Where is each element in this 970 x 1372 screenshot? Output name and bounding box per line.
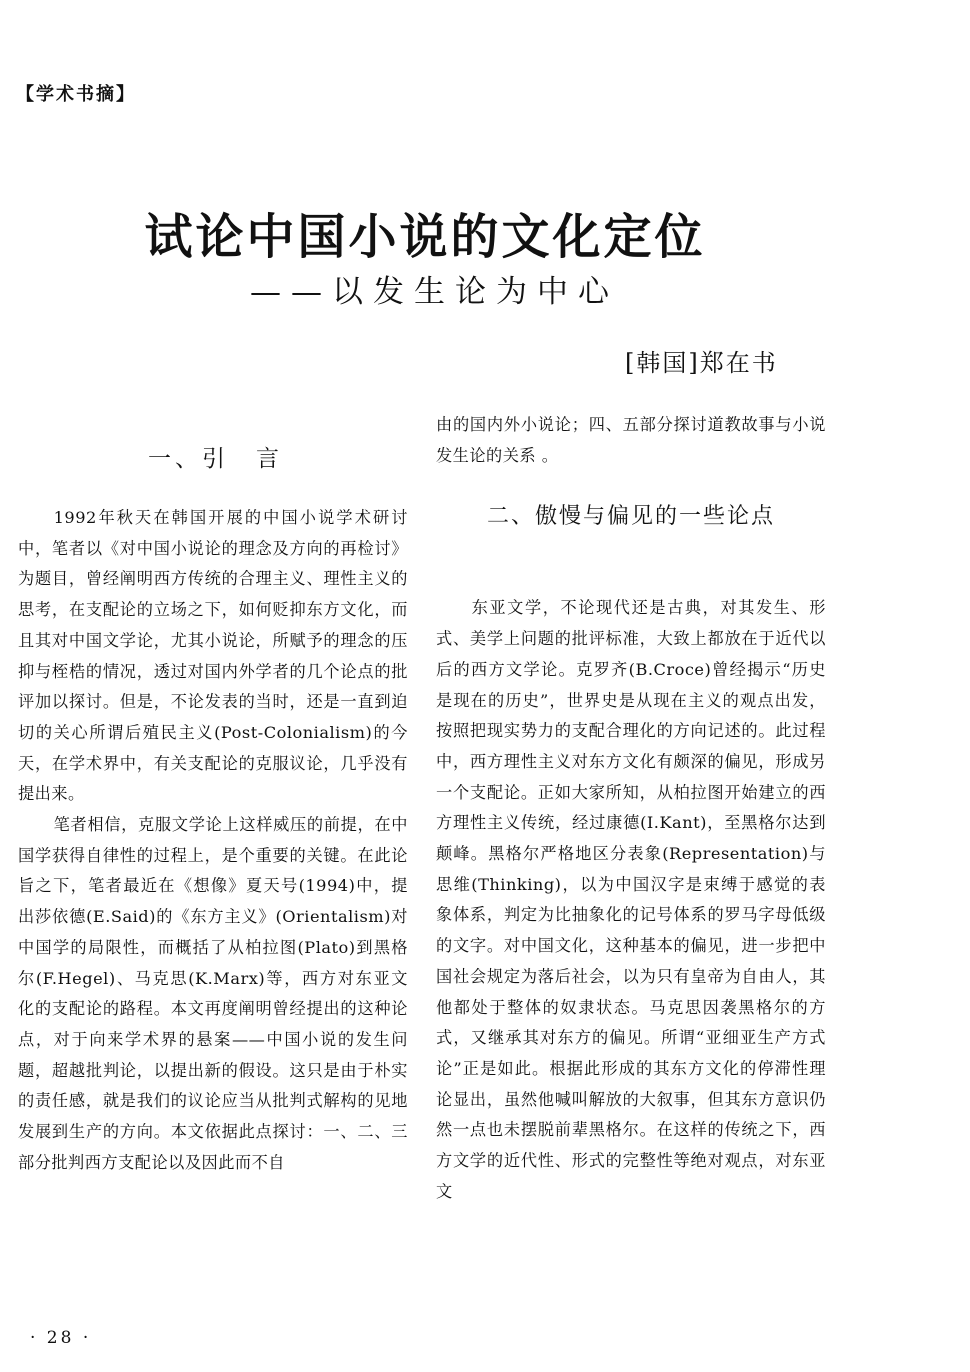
- left-column: [18, 503, 408, 1178]
- paragraph: 东亚文学，不论现代还是古典，对其发生、形式、美学上问题的批评标准，大致上都放在于近代以后的西方文学论。克罗齐(B.Croce)曾经揭示“历史是现在的历史”，世界史是从现在主义的观点出发，按照把现实势力的支配合理化的方向记述的。此过程中，西方理性主义对东方文化有颇深的偏见，形成另一个支配论。正如大家所知，从柏拉图开始建立的西方理性主义传统，经过康德(I.Kant)，至黑格尔达到颠峰。黑格尔严格地区分表象(Representation)与思维(Thinking)，以为中国汉字是束缚于感觉的表象体系，判定为比抽象化的记号体系的罗马字母低级的文字。对中国文化，这种基本的偏见，进一步把中国社会规定为落后社会，以为只有皇帝为自由人，其他都处于整体的奴隶状态。马克思因袭黑格尔的方式，又继承其对东方的偏见。所谓“亚细亚生产方式论”正是如此。根据此形成的其东方文化的停滞性理论显出，虽然他喊叫解放的大叙事，但其东方意识仍然一点也未摆脱前辈黑格尔。在这样的传统之下，西方文学的近代性、形式的完整性等绝对观点，对东亚文: [436, 598, 826, 1201]
- section-heading-arrogance: 二、傲慢与偏见的一些论点: [486, 504, 775, 529]
- article-title: 试论中国小说的文化定位: [144, 209, 706, 265]
- section-heading-intro: 一、引 言: [148, 446, 283, 472]
- paragraph-continuation: 由的国内外小说论；四、五部分探讨道教故事与小说发生论的关系 。: [436, 415, 826, 465]
- article-subtitle: ——以发生论为中心: [250, 274, 619, 310]
- paragraph: 1992年秋天在韩国开展的中国小说学术研讨中，笔者以《对中国小说论的理念及方向的再检讨》为题目，曾经阐明西方传统的合理主义、理性主义的思考，在支配论的立场之下，如何贬抑东方文化，而且其对中国文学论，尤其小说论，所赋予的理念的压抑与桎梏的情况，透过对国内外学者的几个论点的批评加以探讨。但是，不论发表的当时，还是一直到迫切的关心所谓后殖民主义(Post-Colonialism)的今天，在学术界中，有关支配论的克服议论，几乎没有提出来。: [18, 508, 408, 804]
- paragraph: 笔者相信，克服文学论上这样威压的前提，在中国学获得自律性的过程上，是个重要的关键。在此论旨之下，笔者最近在《想像》夏天号(1994)中，提出莎依德(E.Said)的《东方主义》(Orientalism)对中国学的局限性，而概括了从柏拉图(Plato)到黑格尔(F.Hegel)、马克思(K.Marx)等，西方对东亚文化的支配论的路程。本文再度阐明曾经提出的这种论点，对于向来学术界的悬案——中国小说的发生问题，超越批判论，以提出新的假设。这只是由于朴实的责任感，就是我们的议论应当从批判式解构的见地发展到生产的方向。本文依据此点探讨：一、二、三部分批判西方支配论以及因此而不自: [18, 815, 408, 1172]
- right-column: [436, 410, 826, 1207]
- article-author: [韩国]郑在书: [625, 349, 778, 377]
- section-tag: 【学术书摘】: [16, 84, 136, 105]
- page-number: · 28 ·: [30, 1328, 92, 1348]
